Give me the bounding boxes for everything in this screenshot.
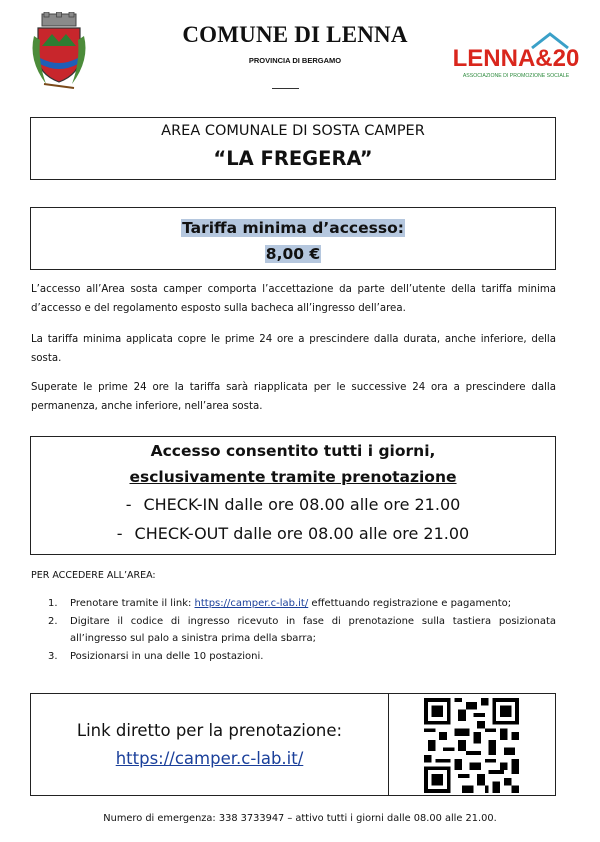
access-heading: PER ACCEDERE ALL’AREA: [31, 570, 156, 581]
step-number: 1. [48, 598, 58, 609]
tariff-price: 8,00 € [265, 245, 321, 263]
paragraph-acceptance: L’accesso all’Area sosta camper comporta l’accettazione da parte dell’utente della tariffa minima d’accesso e del regolamento esposto sulla bacheca all’ingresso dell’area. [31, 284, 556, 314]
step-text: Posizionarsi in una delle 10 postazioni. [70, 650, 264, 662]
svg-text:LENNA&20: LENNA&20 [452, 45, 580, 72]
step-number: 2. [48, 615, 58, 627]
emergency-number: Numero di emergenza: 338 3733947 – attivo tutti i giorni dalle 08.00 alle 21.00. [103, 813, 497, 824]
access-hours-box [30, 436, 556, 555]
checkin-text: CHECK-IN dalle ore 08.00 alle ore 21.00 [143, 495, 461, 514]
checkout-text: CHECK-OUT dalle ore 08.00 alle ore 21.00 [134, 524, 470, 543]
step-text: Prenotare tramite il link: [70, 598, 195, 609]
box-divider [388, 694, 389, 795]
access-steps-list [48, 595, 556, 665]
area-type: AREA COMUNALE DI SOSTA CAMPER [161, 123, 425, 139]
list-item [48, 595, 556, 613]
page-subtitle: PROVINCIA DI BERGAMO [248, 56, 342, 65]
association-logo [446, 28, 586, 80]
paragraph-minimum-tariff: La tariffa minima applicata copre le prime 24 ore a prescindere dalla durata, anche inferiore, della sosta. [31, 334, 556, 364]
step-text: Digitare il codice di ingresso ricevuto in fase di prenotazione sulla tastiera posizionata all’ingresso sul palo a sinistra prima della sbarra; [70, 615, 556, 644]
area-name: “LA FREGERA” [213, 147, 373, 170]
list-dash: - [125, 495, 132, 514]
booking-link[interactable]: https://camper.c-lab.it/ [194, 598, 309, 609]
booking-url-link[interactable]: https://camper.c-lab.it/ [115, 749, 304, 768]
access-days: Accesso consentito tutti i giorni, [150, 442, 436, 460]
area-name-box [30, 117, 556, 180]
list-item [48, 613, 556, 648]
municipal-crest [28, 12, 90, 92]
booking-label: Link diretto per la prenotazione: [76, 721, 343, 740]
step-text-after: effettuando registrazione e pagamento; [308, 598, 512, 609]
access-booking-only: esclusivamente tramite prenotazione [129, 468, 457, 486]
step-number: 3. [48, 650, 58, 662]
tariff-box [30, 207, 556, 270]
paragraph-extra-tariff: Superate le prime 24 ore la tariffa sarà riapplicata per le successive 24 ora a prescindere dalla permanenza, anche inferiore, nell’area sosta. [31, 382, 556, 412]
qr-code-icon[interactable] [424, 698, 519, 793]
booking-link-box [30, 693, 556, 796]
list-item [48, 648, 556, 666]
tariff-label: Tariffa minima d’accesso: [182, 219, 404, 237]
page-title: COMUNE DI LENNA [182, 22, 408, 47]
checkin-hours [31, 495, 555, 514]
title-divider [272, 88, 299, 89]
svg-text:ASSOCIAZIONE DI PROMOZIONE SOC: ASSOCIAZIONE DI PROMOZIONE SOCIALE [462, 73, 570, 79]
checkout-hours [31, 524, 555, 543]
list-dash: - [116, 524, 123, 543]
